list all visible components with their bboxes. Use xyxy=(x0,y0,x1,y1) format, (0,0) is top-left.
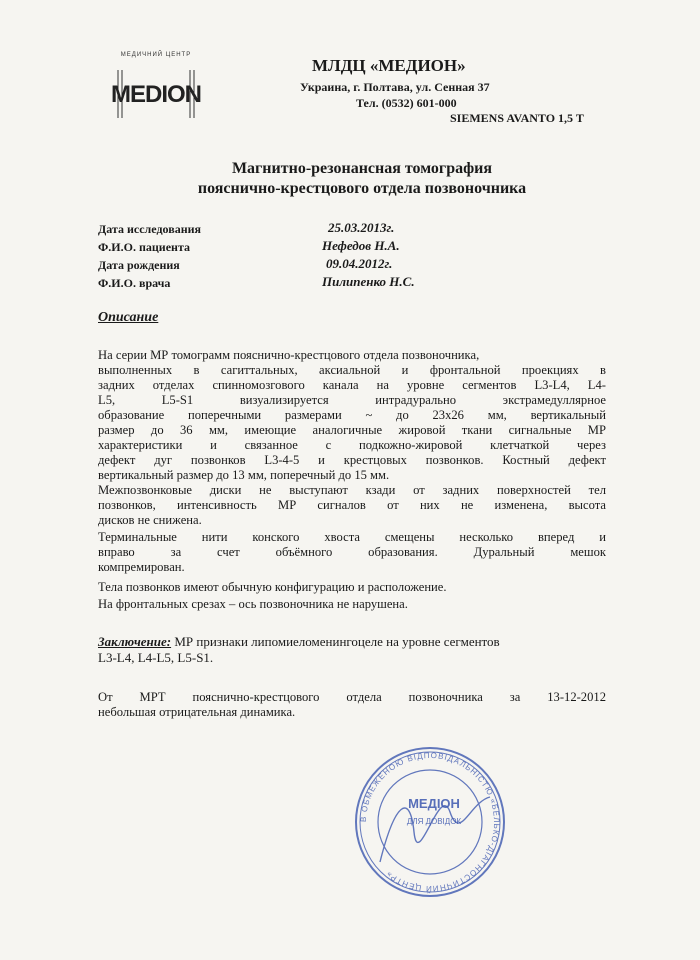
stamp-sub-text: ДЛЯ ДОВІДОК xyxy=(406,817,462,826)
birth-date-label: Дата рождения xyxy=(98,258,180,272)
description-line: На фронтальных срезах – ось позвоночника не нарушена. xyxy=(98,597,408,611)
description-line: На серии МР томограмм пояснично-крестцового отдела позвоночника, xyxy=(98,348,480,362)
comparison-line: От МРТ пояснично-крестцового отдела позвоночника за 13-12-2012 xyxy=(98,690,606,704)
document-subtitle: пояснично-крестцового отдела позвоночника xyxy=(197,180,527,197)
official-stamp xyxy=(350,742,510,902)
description-line: компремирован. xyxy=(98,560,185,574)
conclusion-text: МР признаки липомиеломенингоцеле на уровне сегментов xyxy=(171,634,500,649)
doctor-name-label: Ф.И.О. врача xyxy=(98,276,171,290)
conclusion-line-2: L3-L4, L4-L5, L5-S1. xyxy=(98,650,214,665)
stamp-outer-text: В ОБМЕЖЕНОЮ ВІДПОВІДАЛЬНІСТЮ «БЕЛЬКО-ДІАГНОСТИЧНИЙ ЦЕНТР» xyxy=(358,750,502,894)
description-line: образование поперечными размерами ~ до 23х26 мм, вертикальный xyxy=(98,408,606,422)
exam-date-label: Дата исследования xyxy=(98,222,202,236)
medion-logo xyxy=(104,52,208,132)
logo-mark xyxy=(104,60,208,132)
description-line: вертикальный размер до 13 мм, поперечный до 15 мм. xyxy=(98,468,390,482)
description-heading: Описание xyxy=(98,310,159,325)
organization-phone: Тел. (0532) 601-000 xyxy=(356,96,457,110)
description-line: дисков не снижена. xyxy=(98,513,202,527)
description-line: выполненных в сагиттальных, аксиальной и фронтальной проекциях в xyxy=(98,363,606,377)
organization-address: Украина, г. Полтава, ул. Сенная 37 xyxy=(300,80,490,94)
conclusion-heading: Заключение: xyxy=(98,634,172,649)
description-line: Межпозвонковые диски не выступают кзади от задних поверхностей тел xyxy=(98,483,606,497)
exam-date-value: 25.03.2013г. xyxy=(328,220,395,235)
comparison-line-2: небольшая отрицательная динамика. xyxy=(98,705,296,719)
description-line: задних отделах спинномозгового канала на уровне сегментов L3-L4, L4- xyxy=(98,378,606,392)
patient-name-value: Нефедов Н.А. xyxy=(322,238,400,253)
organization-name: МЛДЦ «МЕДИОН» xyxy=(312,56,466,75)
birth-date-value: 09.04.2012г. xyxy=(326,256,393,271)
description-line: позвонков, интенсивность МР сигналов от них не изменена, высота xyxy=(98,498,606,512)
description-line: L5, L5-S1 визуализируется интрадурально экстрамедуллярное xyxy=(98,393,606,407)
patient-name-label: Ф.И.О. пациента xyxy=(98,240,190,254)
description-line: размер до 36 мм, имеющие аналогичные жировой ткани сигнальные МР xyxy=(98,423,606,437)
description-line: вправо за счет объёмного образования. Дуральный мешок xyxy=(98,545,606,559)
description-line: дефект дуг позвонков L3-4-5 и крестцовых позвонков. Костный дефект xyxy=(98,453,606,467)
stamp-center-text: МЕДІОН xyxy=(408,796,460,811)
description-line: Тела позвонков имеют обычную конфигурацию и расположение. xyxy=(98,580,447,594)
logo-wordmark: MEDION xyxy=(111,81,201,108)
conclusion-line xyxy=(98,634,606,649)
description-line: характеристики и связанное с подкожно-жировой клетчаткой через xyxy=(98,438,606,452)
doctor-name-value: Пилипенко Н.С. xyxy=(322,274,415,289)
description-line: Терминальные нити конского хвоста смещены несколько вперед и xyxy=(98,530,606,544)
mri-device: SIEMENS AVANTO 1,5 T xyxy=(450,111,584,125)
document-title: Магнитно-резонансная томография xyxy=(231,160,493,177)
logo-subtitle: МЕДИЧНИЙ ЦЕНТР xyxy=(120,52,192,58)
